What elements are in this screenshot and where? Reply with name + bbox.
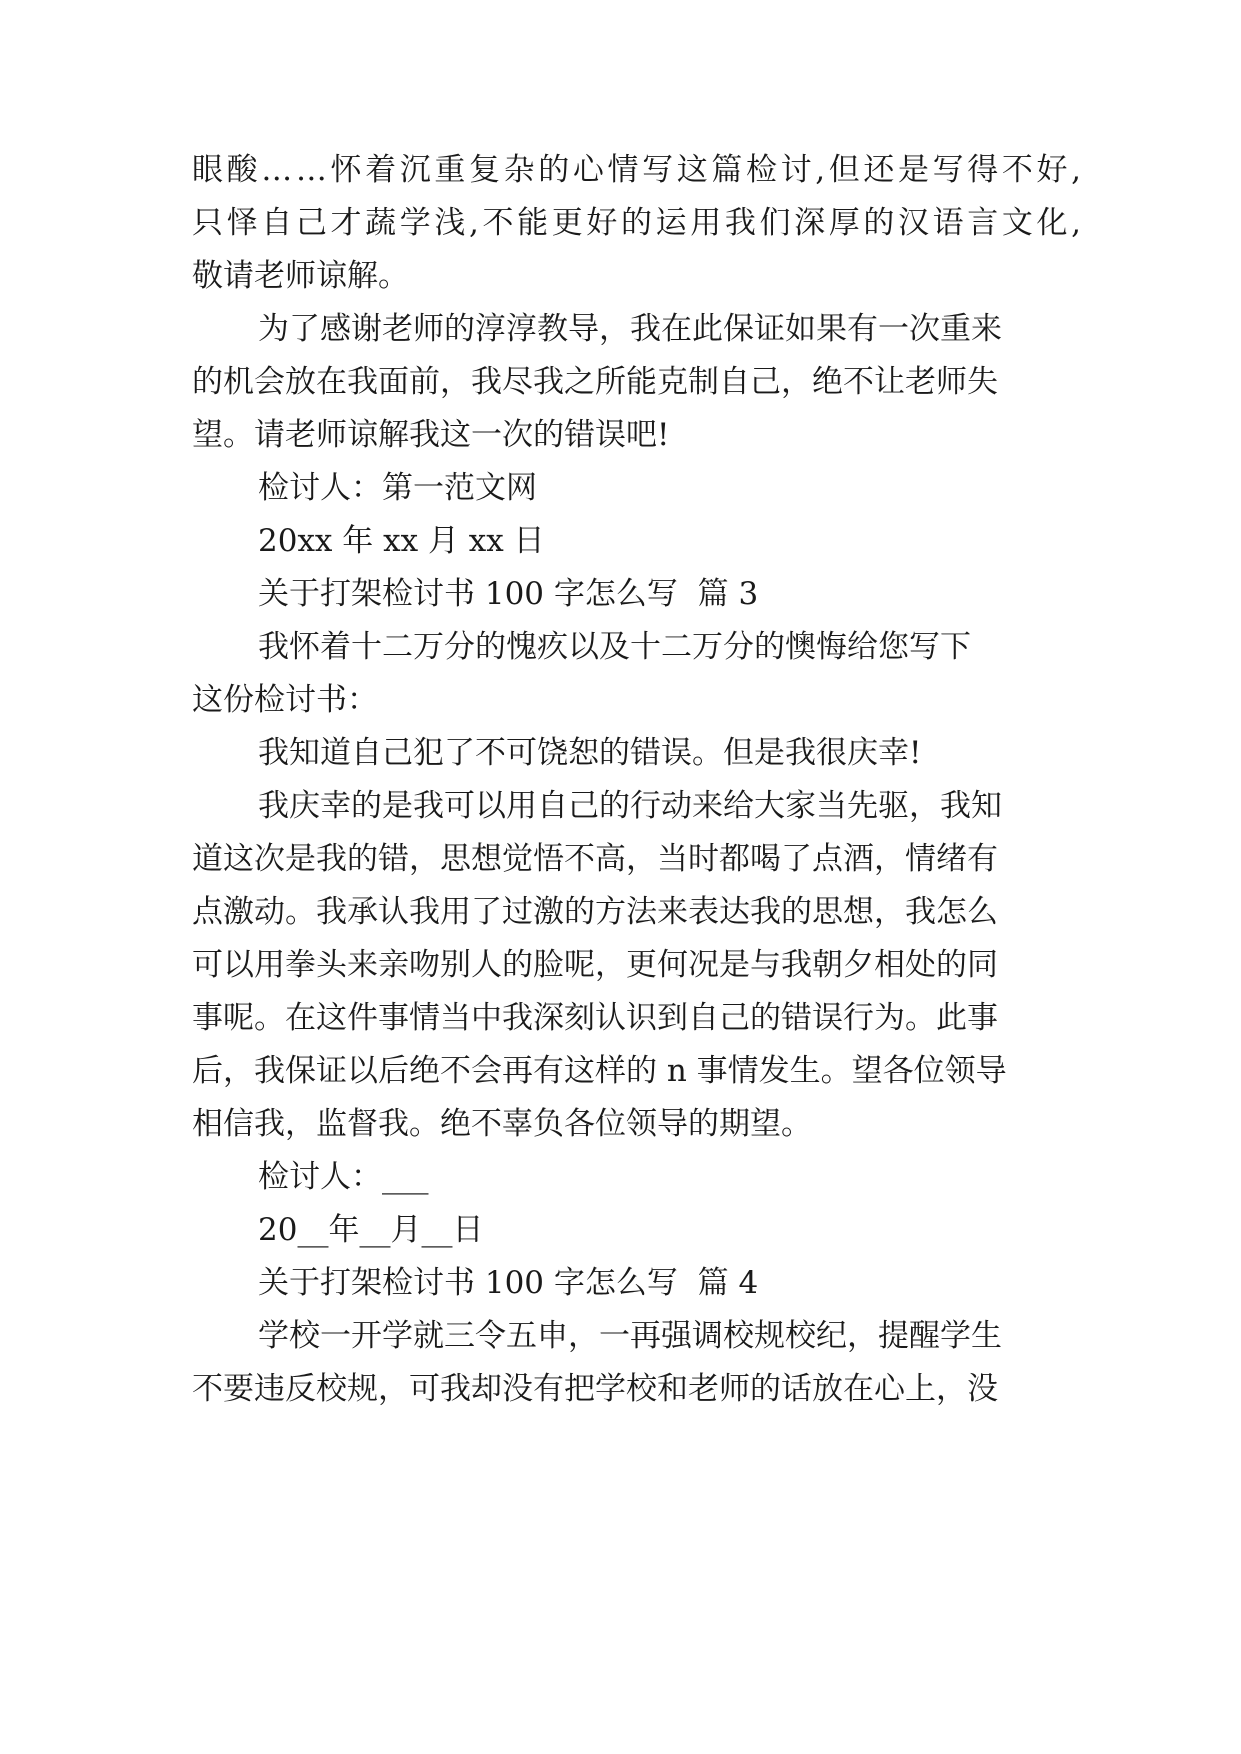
glyph: 能 [517, 205, 549, 241]
glyph: 但 [828, 152, 860, 188]
glyph: 讨 [780, 152, 812, 188]
glyph: 我 [724, 205, 756, 241]
text-line: 的机会放在我面前，我尽我之所能克制自己，绝不让老师失 [192, 364, 998, 400]
text-line: 相信我，监督我。绝不辜负各位领导的期望。 [192, 1106, 812, 1142]
signature-line: 检讨人：第一范文网 [258, 470, 537, 506]
glyph: 浅 [434, 205, 466, 241]
paragraph-start-line: 为了感谢老师的淳淳教导，我在此保证如果有一次重来 [258, 311, 1002, 347]
glyph: 酸 [226, 152, 258, 188]
glyph: 是 [897, 152, 929, 188]
signature-line: 检讨人：___ [258, 1159, 429, 1195]
section-heading: 关于打架检讨书 100 字怎么写 篇 3 [258, 576, 759, 612]
glyph: 厚 [828, 205, 860, 241]
glyph: 更 [551, 205, 583, 241]
text-line: 敬请老师谅解。 [192, 258, 409, 294]
glyph: 语 [932, 205, 964, 241]
glyph: … [295, 152, 327, 188]
glyph: 还 [863, 152, 895, 188]
glyph: 复 [469, 152, 500, 188]
glyph: 着 [365, 152, 397, 188]
glyph: 写 [642, 152, 674, 188]
glyph: 只 [192, 205, 223, 241]
glyph: 的 [538, 152, 570, 188]
glyph: 化 [1036, 205, 1068, 241]
paragraph-start-line: 我怀着十二万分的愧疚以及十二万分的懊悔给您写下 [258, 629, 971, 665]
glyph: , [1071, 205, 1081, 241]
text-line: 这份检讨书： [192, 682, 378, 718]
glyph: 重 [434, 152, 466, 188]
text-line [192, 150, 1081, 190]
glyph: , [469, 205, 479, 241]
text-line: 后，我保证以后绝不会再有这样的 n 事情发生。望各位领导 [192, 1053, 1007, 1089]
text-line: 不要违反校规，可我却没有把学校和老师的话放在心上，没 [192, 1371, 998, 1407]
date-line: 20__年__月__日 [258, 1212, 484, 1248]
glyph: 检 [746, 152, 777, 188]
glyph: , [1071, 152, 1081, 188]
glyph: 才 [330, 205, 362, 241]
date-line: 20xx 年 xx 月 xx 日 [258, 523, 545, 559]
text-line: 道这次是我的错，思想觉悟不高，当时都喝了点酒，情绪有 [192, 841, 998, 877]
glyph: 言 [967, 205, 999, 241]
glyph: 好 [1036, 152, 1068, 188]
glyph: 写 [932, 152, 964, 188]
glyph: 己 [295, 205, 327, 241]
section-heading: 关于打架检讨书 100 字怎么写 篇 4 [258, 1265, 759, 1301]
glyph: … [261, 152, 293, 188]
glyph: 怀 [330, 152, 362, 188]
text-line: 点激动。我承认我用了过激的方法来表达我的思想，我怎么 [192, 894, 998, 930]
glyph: 的 [863, 205, 895, 241]
paragraph-start-line: 学校一开学就三令五申，一再强调校规校纪，提醒学生 [258, 1318, 1002, 1354]
glyph: 的 [620, 205, 652, 241]
glyph: 眼 [192, 152, 223, 188]
glyph: 深 [794, 205, 826, 241]
glyph: 不 [482, 205, 514, 241]
glyph: 沉 [399, 152, 431, 188]
glyph: 自 [261, 205, 293, 241]
text-line: 可以用拳头来亲吻别人的脸呢，更何况是与我朝夕相处的同 [192, 947, 998, 983]
glyph: 不 [1001, 152, 1033, 188]
glyph: 杂 [503, 152, 535, 188]
glyph: 用 [690, 205, 722, 241]
glyph: 这 [676, 152, 708, 188]
glyph: 好 [586, 205, 618, 241]
glyph: 蔬 [365, 205, 397, 241]
glyph: 学 [399, 205, 431, 241]
glyph: 得 [967, 152, 999, 188]
glyph: 们 [759, 205, 791, 241]
text-line: 望。请老师谅解我这一次的错误吧! [192, 417, 670, 453]
glyph: 情 [607, 152, 639, 188]
glyph: 篇 [711, 152, 743, 188]
glyph: , [815, 152, 826, 188]
text-line [192, 203, 1081, 243]
glyph: 汉 [897, 205, 929, 241]
paragraph-start-line: 我庆幸的是我可以用自己的行动来给大家当先驱，我知 [258, 788, 1002, 824]
glyph: 文 [1001, 205, 1033, 241]
paragraph-start-line: 我知道自己犯了不可饶恕的错误。但是我很庆幸! [258, 735, 922, 771]
glyph: 运 [655, 205, 687, 241]
glyph: 心 [572, 152, 604, 188]
glyph: 怿 [226, 205, 258, 241]
text-line: 事呢。在这件事情当中我深刻认识到自己的错误行为。此事 [192, 1000, 998, 1036]
